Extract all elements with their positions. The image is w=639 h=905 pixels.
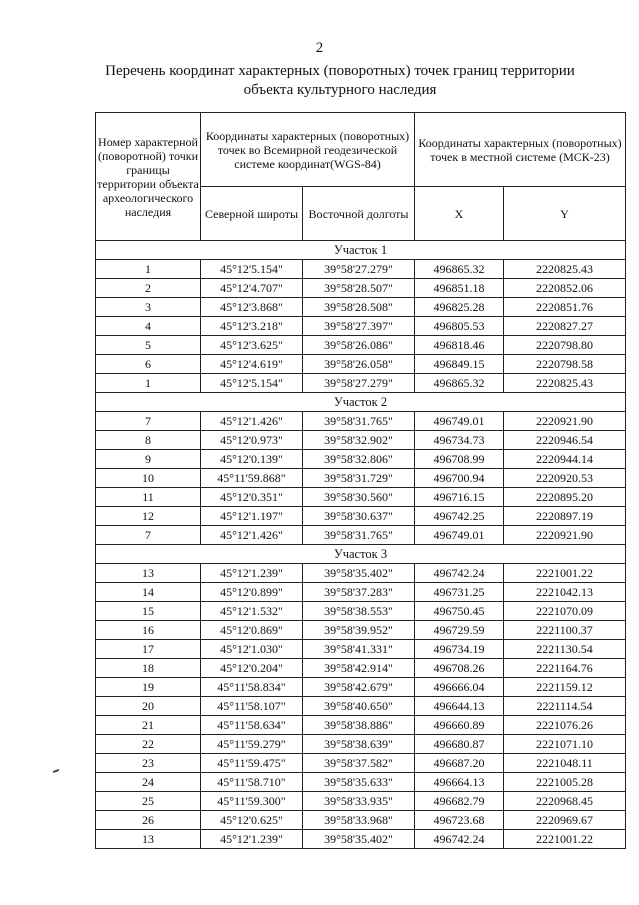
section-row [96,545,626,564]
y-coordinate-cell: 2221164.76 [504,659,626,678]
east-longitude-cell: 39°58'30.637" [303,507,415,526]
point-number-cell: 13 [96,830,201,849]
table-row [96,279,626,298]
header-east-longitude: Восточной долготы [303,187,415,241]
header-msk23: Координаты характерных (поворотных) точек в местной системе (МСК-23) [415,113,626,187]
east-longitude-cell: 39°58'33.935" [303,792,415,811]
x-coordinate-cell: 496825.28 [415,298,504,317]
table-row [96,697,626,716]
section-row [96,241,626,260]
north-latitude-cell: 45°12'4.619" [201,355,303,374]
y-coordinate-cell: 2221048.11 [504,754,626,773]
y-coordinate-cell: 2221130.54 [504,640,626,659]
point-number-cell: 24 [96,773,201,792]
point-number-cell: 16 [96,621,201,640]
north-latitude-cell: 45°11'58.107" [201,697,303,716]
point-number-cell: 15 [96,602,201,621]
x-coordinate-cell: 496742.24 [415,830,504,849]
table-row [96,260,626,279]
y-coordinate-cell: 2220827.27 [504,317,626,336]
east-longitude-cell: 39°58'32.806" [303,450,415,469]
east-longitude-cell: 39°58'32.902" [303,431,415,450]
y-coordinate-cell: 2220897.19 [504,507,626,526]
point-number-cell: 10 [96,469,201,488]
header-point-number: Номер характерной (поворотной) точки границы территории объекта археологического наследия [96,113,201,241]
east-longitude-cell: 39°58'35.633" [303,773,415,792]
table-row [96,431,626,450]
x-coordinate-cell: 496708.99 [415,450,504,469]
north-latitude-cell: 45°12'0.899" [201,583,303,602]
x-coordinate-cell: 496865.32 [415,374,504,393]
north-latitude-cell: 45°12'1.532" [201,602,303,621]
x-coordinate-cell: 496731.25 [415,583,504,602]
header-north-latitude: Северной широты [201,187,303,241]
title-line-2: объекта культурного наследия [243,82,437,98]
table-row [96,298,626,317]
x-coordinate-cell: 496742.25 [415,507,504,526]
y-coordinate-cell: 2220944.14 [504,450,626,469]
table-row [96,507,626,526]
point-number-cell: 11 [96,488,201,507]
point-number-cell: 7 [96,412,201,431]
north-latitude-cell: 45°12'1.426" [201,526,303,545]
x-coordinate-cell: 496700.94 [415,469,504,488]
y-coordinate-cell: 2221159.12 [504,678,626,697]
north-latitude-cell: 45°12'0.973" [201,431,303,450]
north-latitude-cell: 45°12'5.154" [201,260,303,279]
header-wgs84: Координаты характерных (поворотных) точек во Всемирной геодезической системе координат(WGS-84) [201,113,415,187]
point-number-cell: 22 [96,735,201,754]
point-number-cell: 1 [96,260,201,279]
north-latitude-cell: 45°11'59.868" [201,469,303,488]
document-title [60,62,620,100]
x-coordinate-cell: 496851.18 [415,279,504,298]
point-number-cell: 5 [96,336,201,355]
table-row [96,735,626,754]
x-coordinate-cell: 496666.04 [415,678,504,697]
point-number-cell: 7 [96,526,201,545]
east-longitude-cell: 39°58'42.914" [303,659,415,678]
x-coordinate-cell: 496644.13 [415,697,504,716]
point-number-cell: 20 [96,697,201,716]
x-coordinate-cell: 496708.26 [415,659,504,678]
point-number-cell: 13 [96,564,201,583]
y-coordinate-cell: 2220969.67 [504,811,626,830]
table-body [96,241,626,849]
y-coordinate-cell: 2221070.09 [504,602,626,621]
point-number-cell: 8 [96,431,201,450]
east-longitude-cell: 39°58'41.331" [303,640,415,659]
north-latitude-cell: 45°12'5.154" [201,374,303,393]
table-row [96,716,626,735]
section-row [96,393,626,412]
table-row [96,412,626,431]
north-latitude-cell: 45°11'58.710" [201,773,303,792]
east-longitude-cell: 39°58'31.765" [303,526,415,545]
table-row [96,678,626,697]
north-latitude-cell: 45°11'58.634" [201,716,303,735]
table-row [96,488,626,507]
y-coordinate-cell: 2221076.26 [504,716,626,735]
y-coordinate-cell: 2221001.22 [504,830,626,849]
east-longitude-cell: 39°58'26.086" [303,336,415,355]
point-number-cell: 6 [96,355,201,374]
point-number-cell: 1 [96,374,201,393]
y-coordinate-cell: 2220798.80 [504,336,626,355]
point-number-cell: 14 [96,583,201,602]
table-row [96,773,626,792]
x-coordinate-cell: 496723.68 [415,811,504,830]
x-coordinate-cell: 496818.46 [415,336,504,355]
y-coordinate-cell: 2220851.76 [504,298,626,317]
x-coordinate-cell: 496729.59 [415,621,504,640]
table-row [96,659,626,678]
east-longitude-cell: 39°58'37.283" [303,583,415,602]
y-coordinate-cell: 2221114.54 [504,697,626,716]
east-longitude-cell: 39°58'28.507" [303,279,415,298]
east-longitude-cell: 39°58'28.508" [303,298,415,317]
table-row [96,317,626,336]
x-coordinate-cell: 496682.79 [415,792,504,811]
header-x: X [415,187,504,241]
x-coordinate-cell: 496865.32 [415,260,504,279]
y-coordinate-cell: 2221001.22 [504,564,626,583]
north-latitude-cell: 45°12'1.426" [201,412,303,431]
point-number-cell: 21 [96,716,201,735]
x-coordinate-cell: 496664.13 [415,773,504,792]
x-coordinate-cell: 496734.73 [415,431,504,450]
x-coordinate-cell: 496742.24 [415,564,504,583]
north-latitude-cell: 45°12'0.625" [201,811,303,830]
north-latitude-cell: 45°12'1.030" [201,640,303,659]
table-row [96,469,626,488]
page-number: 2 [315,40,324,56]
point-number-cell: 26 [96,811,201,830]
y-coordinate-cell: 2220968.45 [504,792,626,811]
east-longitude-cell: 39°58'27.279" [303,374,415,393]
east-longitude-cell: 39°58'33.968" [303,811,415,830]
section-label: Участок 3 [96,545,626,564]
north-latitude-cell: 45°12'1.197" [201,507,303,526]
east-longitude-cell: 39°58'30.560" [303,488,415,507]
table-row [96,374,626,393]
north-latitude-cell: 45°12'4.707" [201,279,303,298]
point-number-cell: 3 [96,298,201,317]
y-coordinate-cell: 2220920.53 [504,469,626,488]
east-longitude-cell: 39°58'38.553" [303,602,415,621]
north-latitude-cell: 45°12'3.868" [201,298,303,317]
north-latitude-cell: 45°12'0.204" [201,659,303,678]
y-coordinate-cell: 2220921.90 [504,526,626,545]
north-latitude-cell: 45°12'3.218" [201,317,303,336]
east-longitude-cell: 39°58'31.765" [303,412,415,431]
title-line-1: Перечень координат характерных (поворотных) точек границ территории [105,63,575,79]
table-row [96,792,626,811]
table-row [96,450,626,469]
north-latitude-cell: 45°12'0.869" [201,621,303,640]
east-longitude-cell: 39°58'27.397" [303,317,415,336]
table-row [96,754,626,773]
table-row [96,640,626,659]
point-number-cell: 4 [96,317,201,336]
y-coordinate-cell: 2220798.58 [504,355,626,374]
x-coordinate-cell: 496680.87 [415,735,504,754]
coordinates-table [95,112,626,849]
x-coordinate-cell: 496750.45 [415,602,504,621]
north-latitude-cell: 45°12'1.239" [201,564,303,583]
y-coordinate-cell: 2220895.20 [504,488,626,507]
section-label: Участок 2 [96,393,626,412]
x-coordinate-cell: 496749.01 [415,412,504,431]
north-latitude-cell: 45°12'1.239" [201,830,303,849]
table-row [96,602,626,621]
east-longitude-cell: 39°58'37.582" [303,754,415,773]
point-number-cell: 23 [96,754,201,773]
y-coordinate-cell: 2220852.06 [504,279,626,298]
point-number-cell: 17 [96,640,201,659]
east-longitude-cell: 39°58'40.650" [303,697,415,716]
point-number-cell: 19 [96,678,201,697]
east-longitude-cell: 39°58'38.639" [303,735,415,754]
header-y: Y [504,187,626,241]
point-number-cell: 2 [96,279,201,298]
y-coordinate-cell: 2220946.54 [504,431,626,450]
north-latitude-cell: 45°11'58.834" [201,678,303,697]
x-coordinate-cell: 496687.20 [415,754,504,773]
y-coordinate-cell: 2220825.43 [504,260,626,279]
x-coordinate-cell: 496660.89 [415,716,504,735]
east-longitude-cell: 39°58'26.058" [303,355,415,374]
point-number-cell: 25 [96,792,201,811]
point-number-cell: 12 [96,507,201,526]
north-latitude-cell: 45°11'59.279" [201,735,303,754]
point-number-cell: 18 [96,659,201,678]
x-coordinate-cell: 496716.15 [415,488,504,507]
east-longitude-cell: 39°58'35.402" [303,830,415,849]
east-longitude-cell: 39°58'31.729" [303,469,415,488]
table-row [96,564,626,583]
east-longitude-cell: 39°58'35.402" [303,564,415,583]
y-coordinate-cell: 2221100.37 [504,621,626,640]
north-latitude-cell: 45°11'59.300" [201,792,303,811]
table-row [96,526,626,545]
y-coordinate-cell: 2220921.90 [504,412,626,431]
x-coordinate-cell: 496805.53 [415,317,504,336]
point-number-cell: 9 [96,450,201,469]
north-latitude-cell: 45°12'0.351" [201,488,303,507]
east-longitude-cell: 39°58'27.279" [303,260,415,279]
y-coordinate-cell: 2221071.10 [504,735,626,754]
scan-mark [53,769,59,773]
table-row [96,355,626,374]
east-longitude-cell: 39°58'38.886" [303,716,415,735]
north-latitude-cell: 45°11'59.475" [201,754,303,773]
section-label: Участок 1 [96,241,626,260]
table-row [96,811,626,830]
x-coordinate-cell: 496749.01 [415,526,504,545]
east-longitude-cell: 39°58'42.679" [303,678,415,697]
table-row [96,336,626,355]
north-latitude-cell: 45°12'3.625" [201,336,303,355]
y-coordinate-cell: 2220825.43 [504,374,626,393]
y-coordinate-cell: 2221005.28 [504,773,626,792]
x-coordinate-cell: 496734.19 [415,640,504,659]
table-row [96,583,626,602]
east-longitude-cell: 39°58'39.952" [303,621,415,640]
y-coordinate-cell: 2221042.13 [504,583,626,602]
north-latitude-cell: 45°12'0.139" [201,450,303,469]
x-coordinate-cell: 496849.15 [415,355,504,374]
table-row [96,621,626,640]
table-row [96,830,626,849]
